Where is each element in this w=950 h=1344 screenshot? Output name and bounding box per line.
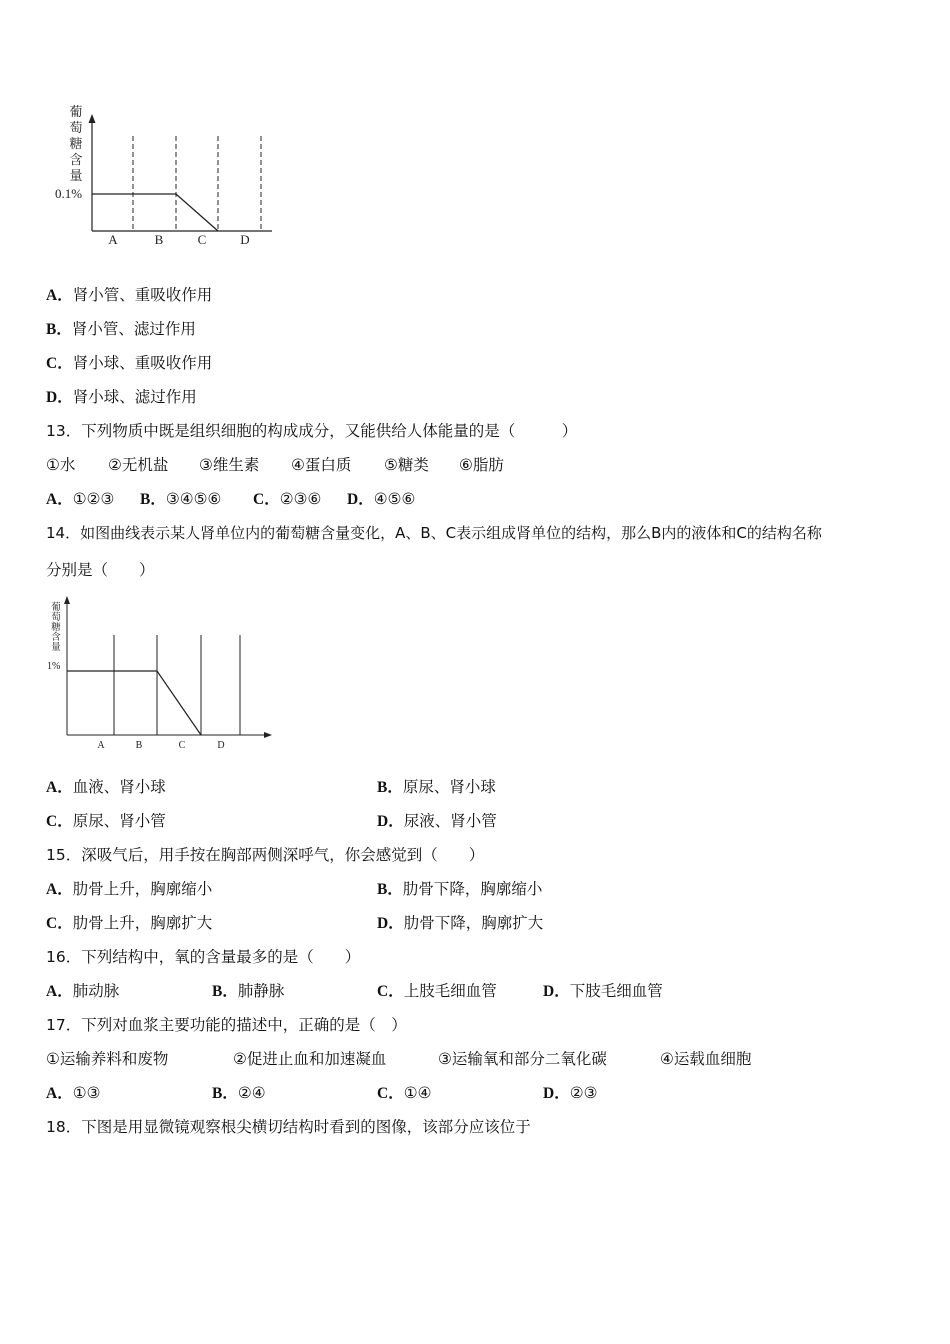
q17-option-a: A．①③ (46, 1084, 101, 1102)
y-label-char: 糖 (51, 623, 61, 633)
q14-option-c: C．原尿、肾小管 (46, 812, 166, 830)
y-label-char: 萄 (69, 120, 83, 135)
q12-option-a: A．肾小管、重吸收作用 (46, 286, 213, 304)
y-axis-label (69, 104, 82, 183)
q18-stem: 18．下图是用显微镜观察根尖横切结构时看到的图像，该部分应该位于 (46, 1118, 531, 1136)
q14-stem-line1: 14．如图曲线表示某人肾单位内的葡萄糖含量变化，A、B、C表示组成肾单位的结构，那么B内的液体和C的结构名称 (46, 524, 822, 542)
y-label-char: 量 (51, 643, 61, 653)
q17-item: ④运载血细胞 (660, 1050, 752, 1068)
q17-option-b: B．②④ (212, 1084, 266, 1102)
y-tick-label: 0.1% (55, 186, 83, 201)
y-label-char: 含 (51, 633, 61, 643)
y-label-char: 糖 (69, 136, 83, 151)
glucose-curve (92, 194, 218, 231)
q15-option-a: A．肋骨上升，胸廓缩小 (46, 880, 213, 898)
q17-item: ②促进止血和加速凝血 (233, 1050, 387, 1068)
q13-item: ⑥脂肪 (459, 456, 504, 474)
q17-item: ①运输养料和废物 (46, 1050, 169, 1068)
q13-item: ⑤糖类 (384, 456, 429, 474)
q17-option-d: D．②③ (543, 1084, 598, 1102)
q15-stem: 15．深吸气后，用手按在胸部两侧深呼气，你会感觉到（ ） (46, 846, 485, 864)
x-label: D (240, 232, 250, 247)
y-tick-label: 1% (47, 661, 61, 672)
q16-option-a: A．肺动脉 (46, 982, 120, 1000)
q16-stem: 16．下列结构中，氧的含量最多的是（ ） (46, 948, 361, 966)
q14-stem-line2: 分别是（ ） (46, 561, 155, 579)
q14-option-b: B．原尿、肾小球 (377, 778, 496, 796)
q17-item: ③运输氧和部分二氧化碳 (438, 1050, 607, 1068)
y-axis-arrow (64, 596, 70, 604)
q13-item: ④蛋白质 (291, 456, 352, 474)
q17-option-c: C．①④ (377, 1084, 432, 1102)
y-label-char: 含 (69, 152, 83, 167)
q12-option-b: B．肾小管、滤过作用 (46, 320, 196, 338)
glucose-curve (67, 671, 201, 735)
q15-option-d: D．肋骨下降，胸廓扩大 (377, 914, 544, 932)
x-label: B (135, 740, 143, 751)
x-axis-arrow (264, 732, 272, 738)
q12-option-d: D．肾小球、滤过作用 (46, 388, 197, 406)
q14-option-d: D．尿液、肾小管 (377, 812, 497, 830)
q12-option-c: C．肾小球、重吸收作用 (46, 354, 213, 372)
q13-item: ②无机盐 (108, 456, 169, 474)
glucose-chart-2 (44, 594, 284, 754)
y-label-char: 量 (69, 168, 83, 183)
q17-stem: 17．下列对血浆主要功能的描述中，正确的是（ ） (46, 1016, 407, 1034)
y-label-char: 萄 (51, 613, 61, 623)
x-label: C (178, 740, 186, 751)
y-axis-arrow (89, 114, 96, 123)
glucose-chart-1 (50, 100, 290, 250)
q14-option-a: A．血液、肾小球 (46, 778, 166, 796)
q13-option-a: A．①②③ (46, 490, 115, 508)
q13-item: ①水 (46, 456, 76, 474)
q16-option-d: D．下肢毛细血管 (543, 982, 663, 1000)
q13-option-c: C．②③⑥ (253, 490, 322, 508)
q16-option-b: B．肺静脉 (212, 982, 285, 1000)
x-label: D (217, 740, 225, 751)
q13-option-b: B．③④⑤⑥ (140, 490, 222, 508)
q15-option-b: B．肋骨下降，胸廓缩小 (377, 880, 543, 898)
x-label: A (108, 232, 118, 247)
q15-option-c: C．肋骨上升，胸廓扩大 (46, 914, 213, 932)
x-label: C (197, 232, 207, 247)
y-label-char: 葡 (51, 603, 61, 613)
y-label-char: 葡 (69, 104, 83, 119)
q13-stem: 13．下列物质中既是组织细胞的构成成分，又能供给人体能量的是（ ） (46, 422, 578, 440)
q13-item: ③维生素 (199, 456, 260, 474)
q13-option-d: D．④⑤⑥ (347, 490, 416, 508)
x-label: A (97, 740, 105, 751)
x-label: B (154, 232, 164, 247)
q16-option-c: C．上肢毛细血管 (377, 982, 497, 1000)
